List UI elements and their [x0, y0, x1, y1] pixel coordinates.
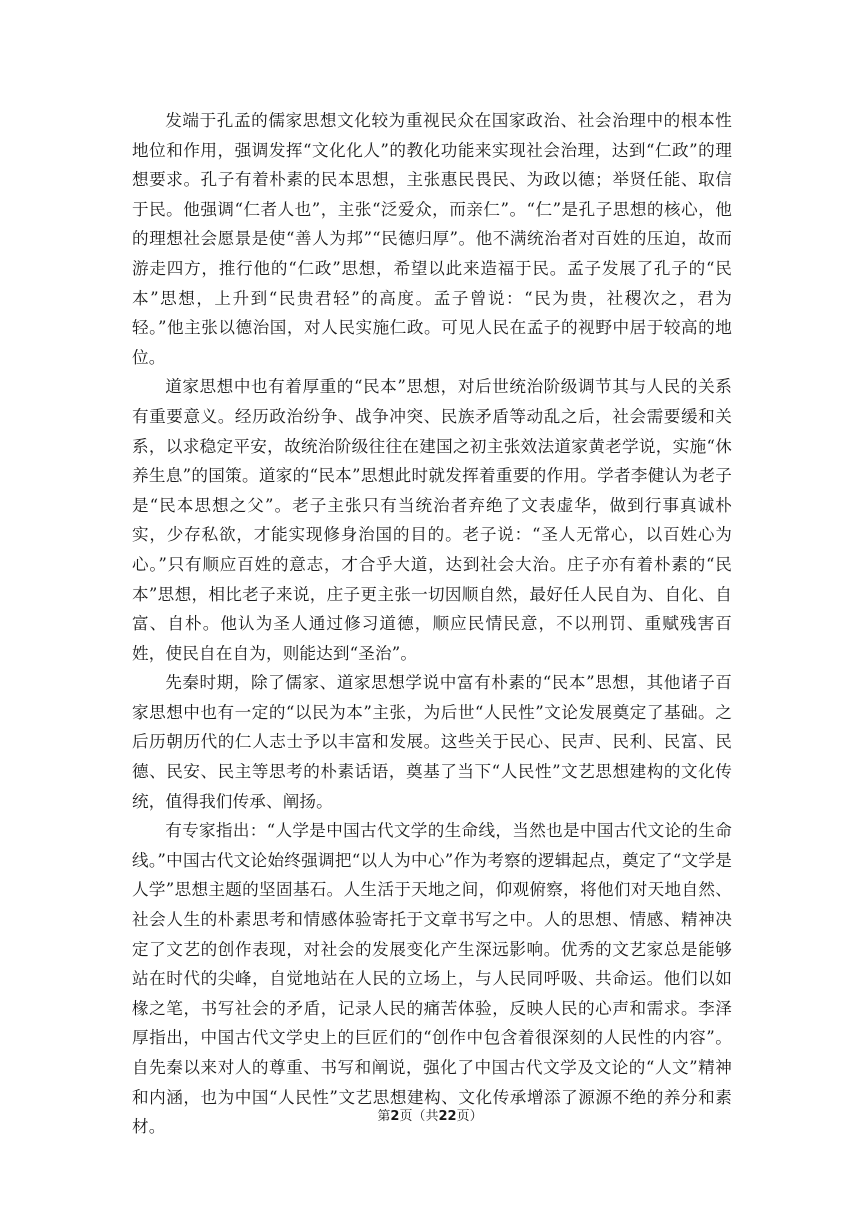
document-body — [132, 106, 732, 1142]
current-page-number: 2 — [390, 1109, 400, 1124]
footer-prefix: 第 — [377, 1109, 391, 1124]
paragraph-humanism: 有专家指出：“人学是中国古代文学的生命线，当然也是中国古代文论的生命线。”中国古代文论始终强调把“以人为中心”作为考察的逻辑起点，奠定了“文学是人学”思想主题的坚固基石。人生活于天地之间，仰观俯察，将他们对天地自然、社会人生的朴素思考和情感体验寄托于文章书写之中。人的思想、情感、精神决定了文艺的创作表现，对社会的发展变化产生深远影响。优秀的文艺家总是能够站在时代的尖峰，自觉地站在人民的立场上，与人民同呼吸、共命运。他们以如椽之笔，书写社会的矛盾，记录人民的痛苦体验，反映人民的心声和需求。李泽厚指出，中国古代文学史上的巨匠们的“创作中包含着很深刻的人民性的内容”。自先秦以来对人的尊重、书写和阐说，强化了中国古代文学及文论的“人文”精神和内涵，也为中国“人民性”文艺思想建构、文化传承增添了源源不绝的养分和素材。 — [132, 821, 732, 1137]
total-page-number: 22 — [438, 1109, 457, 1124]
paragraph-pre-qin: 先秦时期，除了儒家、道家思想学说中富有朴素的“民本”思想，其他诸子百家思想中也有一定的“以民为本”主张，为后世“人民性”文论发展奠定了基础。之后历朝历代的仁人志士予以丰富和发展。这些关于民心、民声、民利、民富、民德、民安、民主等思考的朴素话语，奠基了当下“人民性”文艺思想建构的文化传统，值得我们传承、阐扬。 — [132, 673, 732, 811]
footer-middle: 页（共 — [399, 1109, 439, 1124]
paragraph-confucian: 发端于孔孟的儒家思想文化较为重视民众在国家政治、社会治理中的根本性地位和作用，强调发挥“文化化人”的教化功能来实现社会治理，达到“仁政”的理想要求。孔子有着朴素的民本思想，主张惠民畏民、为政以德；举贤任能、取信于民。他强调“仁者人也”，主张“泛爱众，而亲仁”。“仁”是孔子思想的核心，他的理想社会愿景是使“善人为邦”“民德归厚”。他不满统治者对百姓的压迫，故而游走四方，推行他的“仁政”思想，希望以此来造福于民。孟子发展了孔子的“民本”思想，上升到“民贵君轻”的高度。孟子曾说：“民为贵，社稷次之，君为轻。”他主张以德治国，对人民实施仁政。可见人民在孟子的视野中居于较高的地位。 — [132, 111, 732, 367]
paragraph-taoist: 道家思想中也有着厚重的“民本”思想，对后世统治阶级调节其与人民的关系有重要意义。经历政治纷争、战争冲突、民族矛盾等动乱之后，社会需要缓和关系，以求稳定平安，故统治阶级往往在建国之初主张效法道家黄老学说，实施“休养生息”的国策。道家的“民本”思想此时就发挥着重要的作用。学者李健认为老子是“民本思想之父”。老子主张只有当统治者弃绝了文表虚华，做到行事真诚朴实，少存私欲，才能实现修身治国的目的。老子说：“圣人无常心，以百姓心为心。”只有顺应百姓的意志，才合乎大道，达到社会大治。庄子亦有着朴素的“民本”思想，相比老子来说，庄子更主张一切因顺自然，最好任人民自为、自化、自富、自朴。他认为圣人通过修习道德，顺应民情民意，不以刑罚、重赋残害百姓，使民自在自为，则能达到“圣治”。 — [132, 377, 732, 663]
page-footer — [0, 1108, 860, 1126]
footer-suffix: 页） — [456, 1109, 483, 1124]
